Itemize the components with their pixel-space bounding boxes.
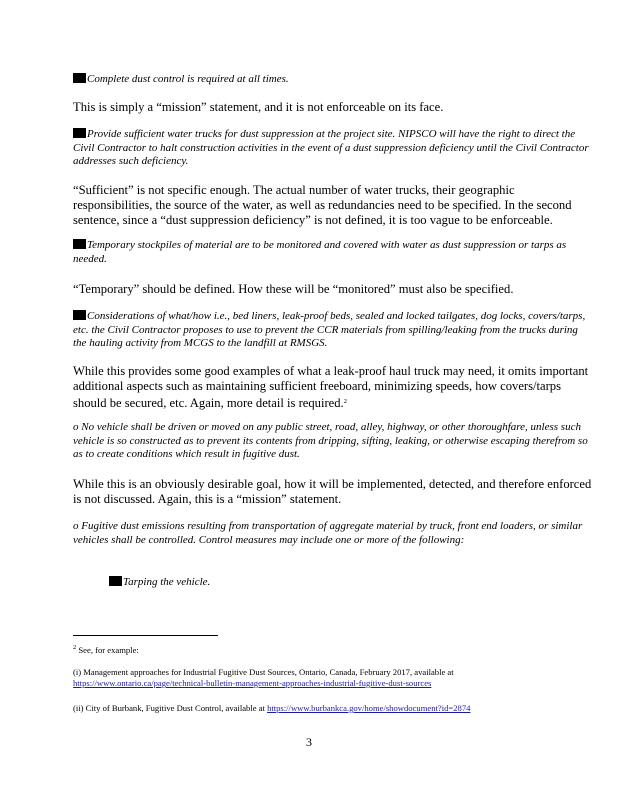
paragraph-requirement-4: Considerations of what/how i.e., bed liners, leak-proof beds, sealed and locked tailgates, dog locks, covers/tarps, etc. the Civil Contractor proposes to use to prevent the CCR materials from spilling/leaking from the trucks during the hauling activity from MCGS to the landfill at RMSGS. [73, 310, 586, 349]
redaction-mark [73, 128, 86, 138]
redaction-mark [73, 73, 86, 83]
paragraph-requirement-3: Temporary stockpiles of material are to be monitored and covered with water as dust suppression or tarps as needed. [73, 239, 567, 265]
list-item-tarping: Tarping the vehicle. [109, 576, 589, 590]
footnote-link-2[interactable]: https://www.burbankca.gov/home/showdocument?id=2874 [267, 703, 471, 713]
paragraph-comment-1: This is simply a “mission” statement, and it is not enforceable on its face. [73, 100, 444, 114]
paragraph-requirement-1: Complete dust control is required at all times. [73, 73, 593, 87]
footnote-item-2: (ii) City of Burbank, Fugitive Dust Control, available at https://www.burbankca.gov/home/showdocument?id=2874 [73, 703, 471, 713]
page-number: 3 [306, 735, 312, 749]
footnote-item-1: (i) Management approaches for Industrial Fugitive Dust Sources, Ontario, Canada, February 2017, available at https://www.ontario.ca/page/technical-bulletin-management-approaches-industrial-fugitive-dust-sources [73, 667, 593, 689]
footnote-reference[interactable]: 2 [343, 398, 347, 405]
redaction-mark [73, 310, 86, 320]
redaction-mark [109, 576, 122, 586]
paragraph-requirement-2: Provide sufficient water trucks for dust suppression at the project site. NIPSCO will have the right to direct the Civil Contractor to halt construction activities in the event of a dust suppression deficiency until the Civil Contractor addresses such deficiency. [73, 128, 589, 167]
footnote-separator [73, 635, 218, 636]
paragraph-comment-4: While this provides some good examples of what a leak-proof haul truck may need, it omits important additional aspects such as maintaining sufficient freeboard, minimizing speeds, how covers/tarps should be secured, etc. Again, more detail is required.$^2$ [73, 364, 589, 410]
paragraph-comment-2: “Sufficient” is not specific enough. The actual number of water trucks, their geographic responsibilities, the source of the water, as well as redundancies need to be specified. In the second sentence, since a “dust suppression deficiency” is not defined, it is too vague to be enforceable. [73, 183, 572, 227]
paragraph-comment-3: “Temporary” should be defined. How these will be “monitored” must also be specified. [73, 282, 514, 296]
footnote-intro: $^2$ See, for example: [73, 644, 139, 655]
footnote-link-1[interactable]: https://www.ontario.ca/page/technical-bulletin-management-approaches-industrial-fugitive-dust-sources [73, 678, 432, 688]
paragraph-comment-5: While this is an obviously desirable goal, how it will be implemented, detected, and therefore enforced is not discussed. Again, this is a “mission” statement. [73, 477, 592, 506]
paragraph-requirement-6: o Fugitive dust emissions resulting from transportation of aggregate material by truck, front end loaders, or similar vehicles shall be controlled. Control measures may include one or more of the following: [73, 520, 583, 546]
redaction-mark [73, 239, 86, 249]
paragraph-requirement-5: o No vehicle shall be driven or moved on any public street, road, alley, highway, or other thoroughfare, unless such vehicle is so constructed as to prevent its contents from dripping, sifting, leaking, or otherwise escaping therefrom so as to create conditions which result in fugitive dust. [73, 421, 588, 460]
